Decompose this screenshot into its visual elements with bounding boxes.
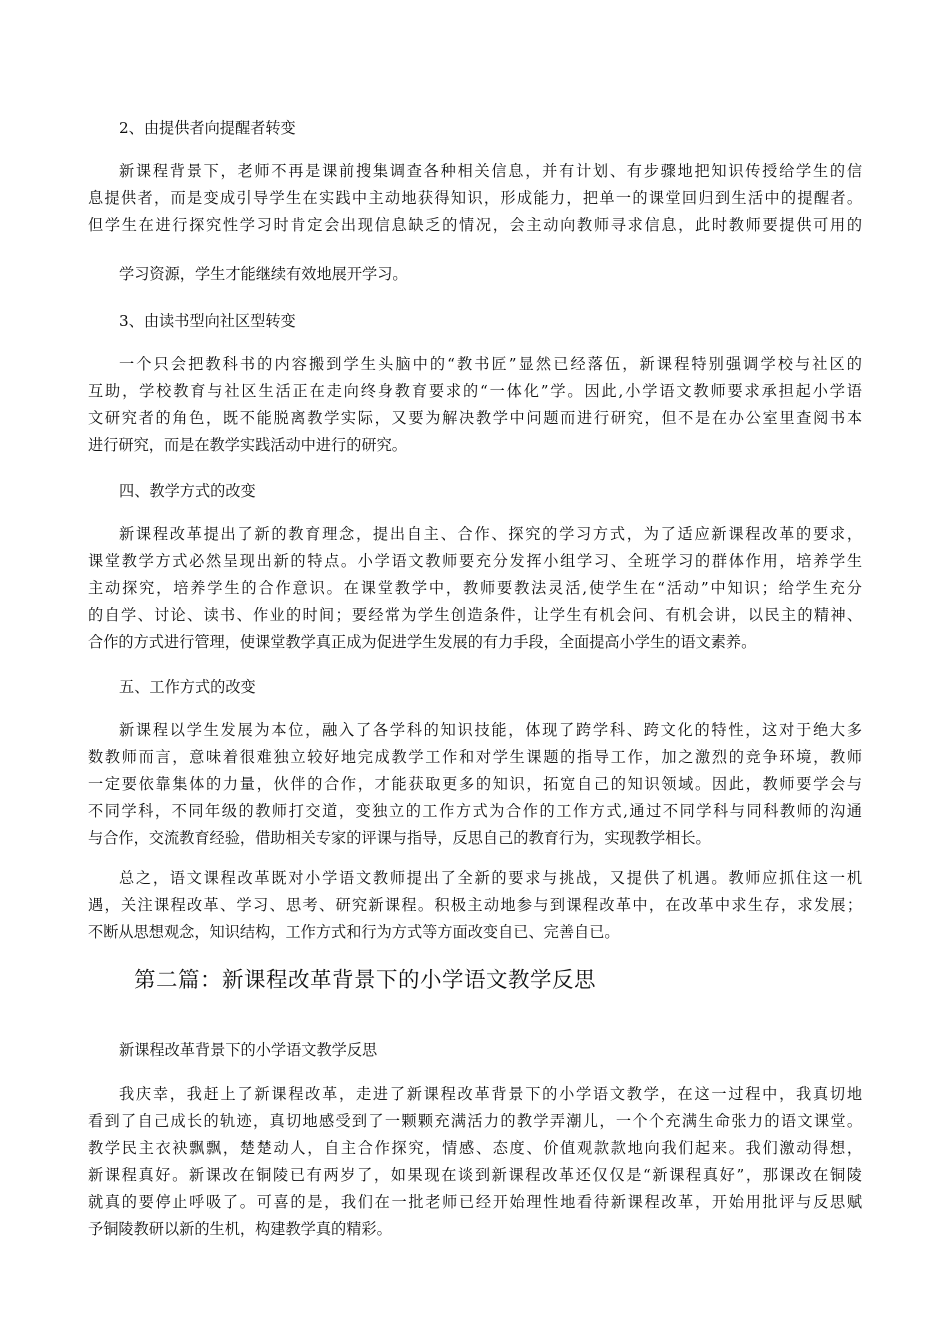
paragraph-line: 就真的要停止呼吸了。可喜的是，我们在一批老师已经开始理性地看待新课程改革，开始用批评与反思赋 <box>88 1193 862 1211</box>
paragraph-line: 与合作，交流教育经验，借助相关专家的评课与指导，反思自己的教育行为，实现教学相长。 <box>88 829 711 847</box>
paragraph-line: 的自学、讨论、读书、作业的时间；要经常为学生创造条件，让学生有机会问、有机会讲，以民主的精神、 <box>88 606 862 624</box>
paragraph-line: 不同学科，不同年级的教师打交道，变独立的工作方式为合作的工作方式,通过不同学科与同科教师的沟通 <box>88 802 862 820</box>
paragraph-line: 教学民主衣袂飘飘，楚楚动人，自主合作探究，情感、态度、价值观款款地向我们起来。我们激动得想， <box>88 1139 862 1157</box>
paragraph-line: 合作的方式进行管理，使课堂教学真正成为促进学生发展的有力手段，全面提高小学生的语文素养。 <box>88 633 757 651</box>
paragraph-line: 息提供者，而是变成引导学生在实践中主动地获得知识，形成能力，把单一的课堂回归到生活中的提醒者。 <box>88 189 862 207</box>
section-heading-work-methods: 五、工作方式的改变 <box>119 678 256 696</box>
paragraph-line: 一个只会把教科书的内容搬到学生头脑中的“教书匠”显然已经落伍，新课程特别强调学校与社区的 <box>119 355 862 373</box>
paragraph-line: 新课程改革提出了新的教育理念，提出自主、合作、探究的学习方式，为了适应新课程改革的要求， <box>119 525 862 543</box>
paragraph-line: 遇，关注课程改革、学习、思考、研究新课程。积极主动地参与到课程改革中，在改革中求生存，求发展； <box>88 896 862 914</box>
paragraph-line: 予铜陵教研以新的生机，构建教学真的精彩。 <box>88 1220 392 1238</box>
paragraph-line: 互助，学校教育与社区生活正在走向终身教育要求的“一体化”学。因此,小学语文教师要求承担起小学语 <box>88 382 862 400</box>
paragraph-line: 总之，语文课程改革既对小学语文教师提出了全新的要求与挑战，又提供了机遇。教师应抓住这一机 <box>119 869 862 887</box>
section-heading-provider-to-reminder: 2、由提供者向提醒者转变 <box>119 119 296 137</box>
paragraph-line: 主动探究，培养学生的合作意识。在课堂教学中，教师要教法灵活,使学生在“活动”中知识；给学生充分 <box>88 579 862 597</box>
paragraph-line: 新课程以学生发展为本位，融入了各学科的知识技能，体现了跨学科、跨文化的特性，这对于绝大多 <box>119 721 862 739</box>
part-two-title: 第二篇：新课程改革背景下的小学语文教学反思 <box>134 968 597 993</box>
paragraph-line: 进行研究，而是在教学实践活动中进行的研究。 <box>88 436 407 454</box>
paragraph-line: 数教师而言，意味着很难独立较好地完成教学工作和对学生课题的指导工作，加之激烈的竞争环境，教师 <box>88 748 862 766</box>
paragraph-line: 我庆幸，我赶上了新课程改革，走进了新课程改革背景下的小学语文教学，在这一过程中，我真切地 <box>119 1085 862 1103</box>
paragraph-line: 文研究者的角色，既不能脱离教学实际，又要为解决教学中问题而进行研究，但不是在办公室里查阅书本 <box>88 409 862 427</box>
paragraph-line: 新课程真好。新课改在铜陵已有两岁了，如果现在谈到新课程改革还仅仅是“新课程真好”，那课改在铜陵 <box>88 1166 862 1184</box>
paragraph-line: 一定要依靠集体的力量，伙伴的合作，才能获取更多的知识，拓宽自己的知识领域。因此，教师要学会与 <box>88 775 862 793</box>
paragraph-line: 看到了自己成长的轨迹，真切地感受到了一颗颗充满活力的教学弄潮儿，一个个充满生命张力的语文课堂。 <box>88 1112 862 1130</box>
paragraph-line: 课堂教学方式必然呈现出新的特点。小学语文教师要充分发挥小组学习、全班学习的群体作用，培养学生 <box>88 552 862 570</box>
section-heading-teaching-methods: 四、教学方式的改变 <box>119 482 256 500</box>
paragraph-line: 学习资源，学生才能继续有效地展开学习。 <box>119 265 408 283</box>
part-two-subtitle: 新课程改革背景下的小学语文教学反思 <box>119 1041 378 1059</box>
paragraph-line: 但学生在进行探究性学习时肯定会出现信息缺乏的情况，会主动向教师寻求信息，此时教师要提供可用的 <box>88 216 862 234</box>
section-heading-reading-to-community: 3、由读书型向社区型转变 <box>119 312 296 330</box>
paragraph-line: 不断从思想观念，知识结构，工作方式和行为方式等方面改变自已、完善自已。 <box>88 923 620 941</box>
paragraph-line: 新课程背景下，老师不再是课前搜集调查各种相关信息，并有计划、有步骤地把知识传授给学生的信 <box>119 162 862 180</box>
